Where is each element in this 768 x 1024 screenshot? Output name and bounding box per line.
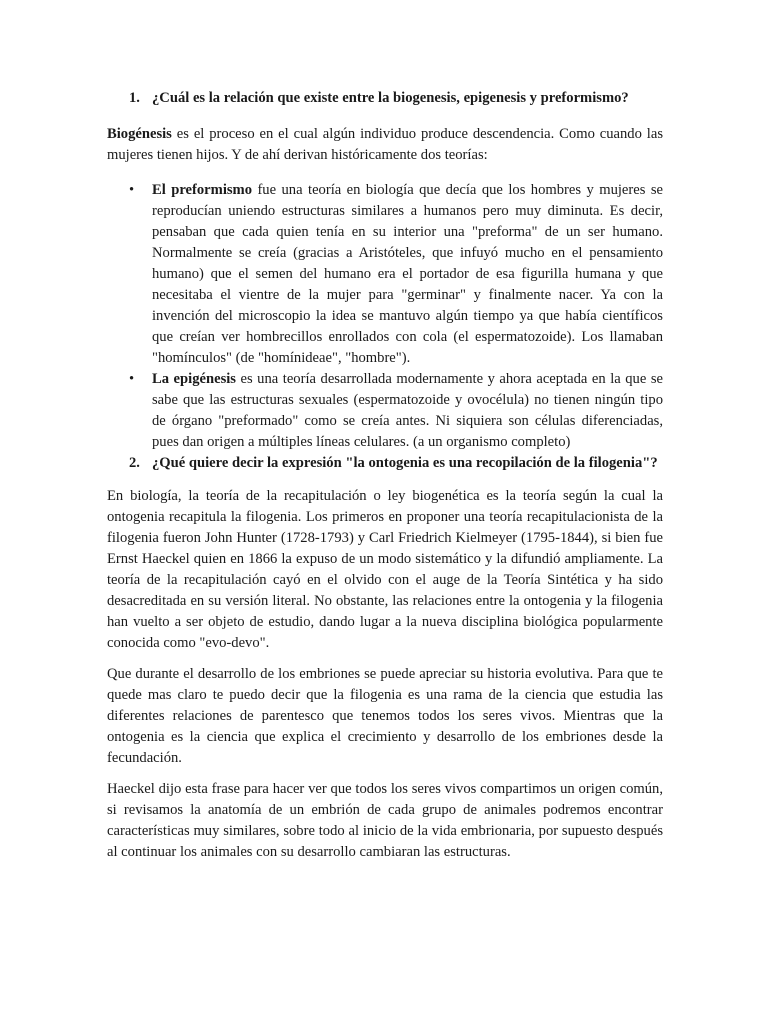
paragraph-haeckel: Haeckel dijo esta frase para hacer ver que todos los seres vivos compartimos un origen común, si revisamos la anatomía de un embrión de cada grupo de animales podremos encontrar características muy similares, sobre todo al inicio de la vida embrionaria, por supuesto después al continuar los animales con su desarrollo cambiaran las estructuras. xyxy=(107,781,663,860)
bullet-term: La epigénesis xyxy=(152,371,236,387)
list-item-preformismo xyxy=(107,180,663,369)
question-2-text: ¿Qué quiere decir la expresión "la ontogenia es una recopilación de la filogenia"? xyxy=(152,455,658,471)
intro-term: Biogénesis xyxy=(107,126,172,142)
bullet-marker: • xyxy=(129,371,135,387)
bullet-body: es una teoría desarrollada modernamente y ahora aceptada en la que se sabe que las estructuras sexuales (espermatozoide y ovocélula) no tienen ningún tipo de órgano "preformado" como se creía antes. Ni siquiera son células diferenciadas, pues dan origen a múltiples líneas celulares. (a un organismo completo) xyxy=(152,371,663,450)
bullet-body: fue una teoría en biología que decía que los hombres y mujeres se reproducían uniendo estructuras similares a humanos pero muy diminuta. Es decir, pensaban que cada quien tenía en su interior una "preforma" de un ser humano. Normalmente se creía (gracias a Aristóteles, que infuyó mucho en el pensamiento humano) que el semen del humano era el portador de esa figurilla humana y que necesitaba el vientre de la mujer para "germinar" y finalmente nacer. Ya con la invención del microscopio la idea se mantuvo algún tiempo ya que había científicos que creían ver hombrecillos enrollados con cola (el espermatozoide). Los llamaban "homínculos" (de "homínideae", "hombre"). xyxy=(152,182,663,366)
intro-paragraph xyxy=(107,124,663,166)
question-1-text: ¿Cuál es la relación que existe entre la biogenesis, epigenesis y preformismo? xyxy=(152,90,629,106)
bullet-marker: • xyxy=(129,182,135,198)
intro-text: es el proceso en el cual algún individuo produce descendencia. Como cuando las mujeres tienen hijos. Y de ahí derivan históricamente dos teorías: xyxy=(107,126,663,163)
bullet-term: El preformismo xyxy=(152,182,253,198)
question-2 xyxy=(107,453,663,474)
bullet-text xyxy=(152,369,663,453)
question-2-number: 2. xyxy=(129,455,140,471)
question-1 xyxy=(107,88,663,109)
theories-list xyxy=(107,180,663,453)
document-page xyxy=(107,88,663,873)
bullet-text xyxy=(152,180,663,369)
paragraph-embryos: Que durante el desarrollo de los embriones se puede apreciar su historia evolutiva. Para que te quede mas claro te puedo decir que la filogenia es una rama de la ciencia que estudia las diferentes relaciones de parentesco que tenemos todos los seres vivos. Mientras que la ontogenia es la ciencia que explica el crecimiento y desarrollo de los embriones desde la fecundación. xyxy=(107,666,663,766)
paragraph-recapitulation: En biología, la teoría de la recapitulación o ley biogenética es la teoría según la cual la ontogenia recapitula la filogenia. Los primeros en proponer una teoría recapitulacionista de la filogenia fueron John Hunter (1728-1793) y Carl Friedrich Kielmeyer (1795-1844), si bien fue Ernst Haeckel quien en 1866 la expuso de un modo sistemático y la difundió ampliamente. La teoría de la recapitulación cayó en el olvido con el auge de la Teoría Sintética y ha sido desacreditada en su versión literal. No obstante, las relaciones entre la ontogenia y la filogenia han vuelto a ser objeto de estudio, dando lugar a la nueva disciplina biológica popularmente conocida como "evo-devo". xyxy=(107,488,663,651)
list-item-epigenesis xyxy=(107,369,663,453)
question-1-number: 1. xyxy=(129,90,140,106)
